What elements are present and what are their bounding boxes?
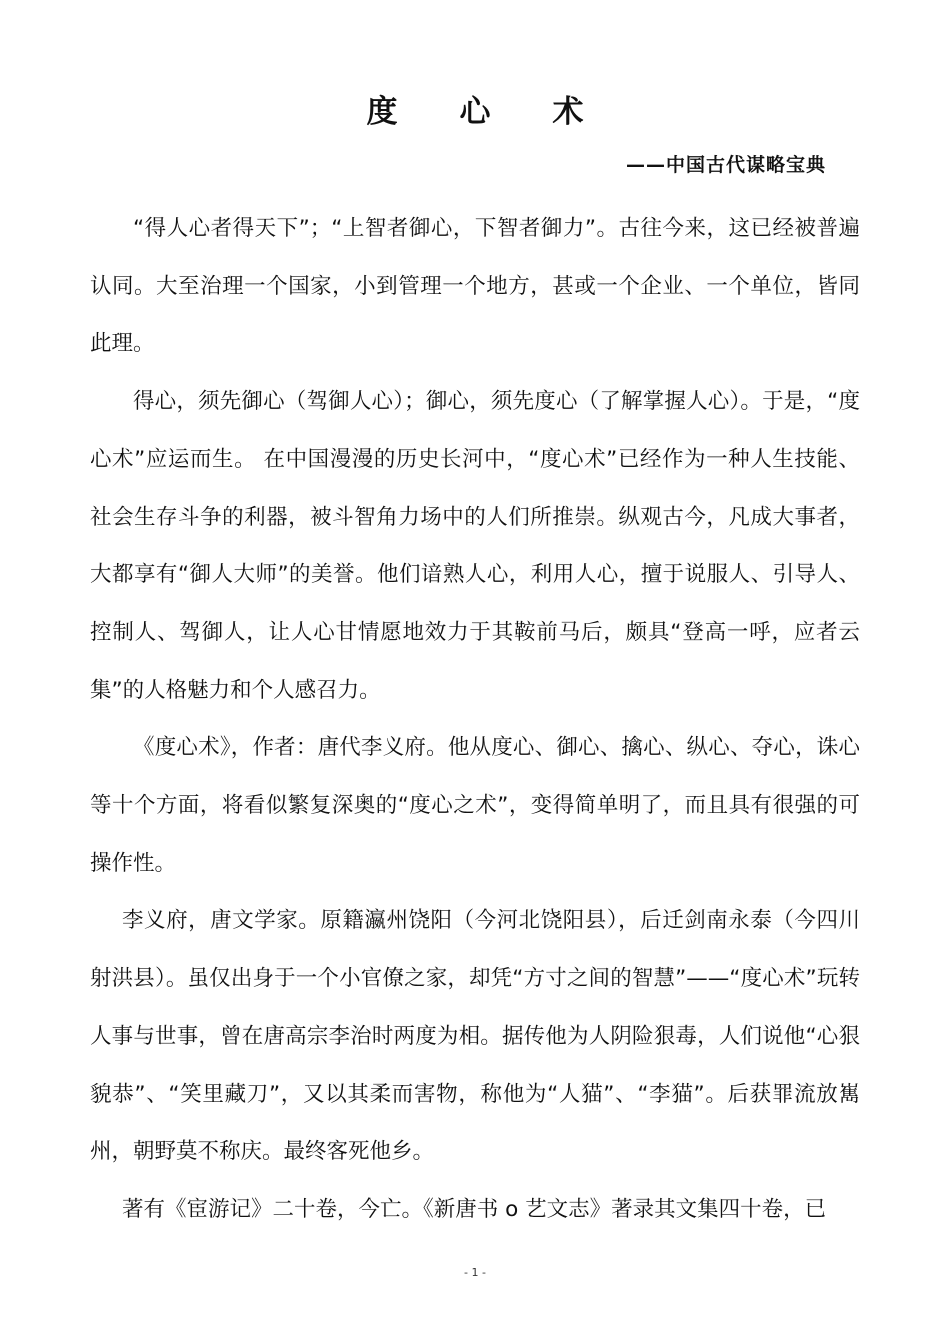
page-number: - 1 - [464,1266,486,1279]
paragraph-works: 著有《宦游记》二十卷，今亡。《新唐书 o 艺文志》著录其文集四十卷，已 [122,1196,827,1222]
document-body [90,200,860,1239]
paragraph-book: 《度心术》，作者：唐代李义府。他从度心、御心、擒心、纵心、夺心，诛心等十个方面，将看似繁复深奥的“度心之术”，变得简单明了，而且具有很强的可操作性。 [90,735,860,876]
paragraph-origin: 得心，须先御心（驾御人心）；御心，须先度心（了解掌握人心）。于是，“度心术”应运而生。 在中国漫漫的历史长河中，“度心术”已经作为一种人生技能、社会生存斗争的利器，被斗智角力场中的人们所推崇。纵观古今，凡成大事者，大都享有“御人大师”的美誉。他们谙熟人心，利用人心，擅于说服人、引导人、控制人、驾御人，让人心甘情愿地效力于其鞍前马后，颇具“登高一呼，应者云集”的人格魅力和个人感召力。 [90,389,860,703]
paragraph-intro: “得人心者得天下”；“上智者御心，下智者御力”。古往今来，这已经被普遍认同。大至治理一个国家，小到管理一个地方，甚或一个企业、一个单位，皆同此理。 [90,216,860,357]
paragraph-author: 李义府，唐文学家。原籍瀛州饶阳（今河北饶阳县），后迁剑南永泰（今四川射洪县）。虽仅出身于一个小官僚之家，却凭“方寸之间的智慧”——“度心术”玩转人事与世事，曾在唐高宗李治时两度为相。据传他为人阴险狠毒，人们说他“心狠貌恭”、“笑里藏刀”，又以其柔而害物，称他为“人猫”、“李猫”。后获罪流放嶲州，朝野莫不称庆。最终客死他乡。 [90,908,860,1165]
document-subtitle: ——中国古代谋略宝典 [625,154,826,176]
document-title: 度心术 [366,94,646,130]
